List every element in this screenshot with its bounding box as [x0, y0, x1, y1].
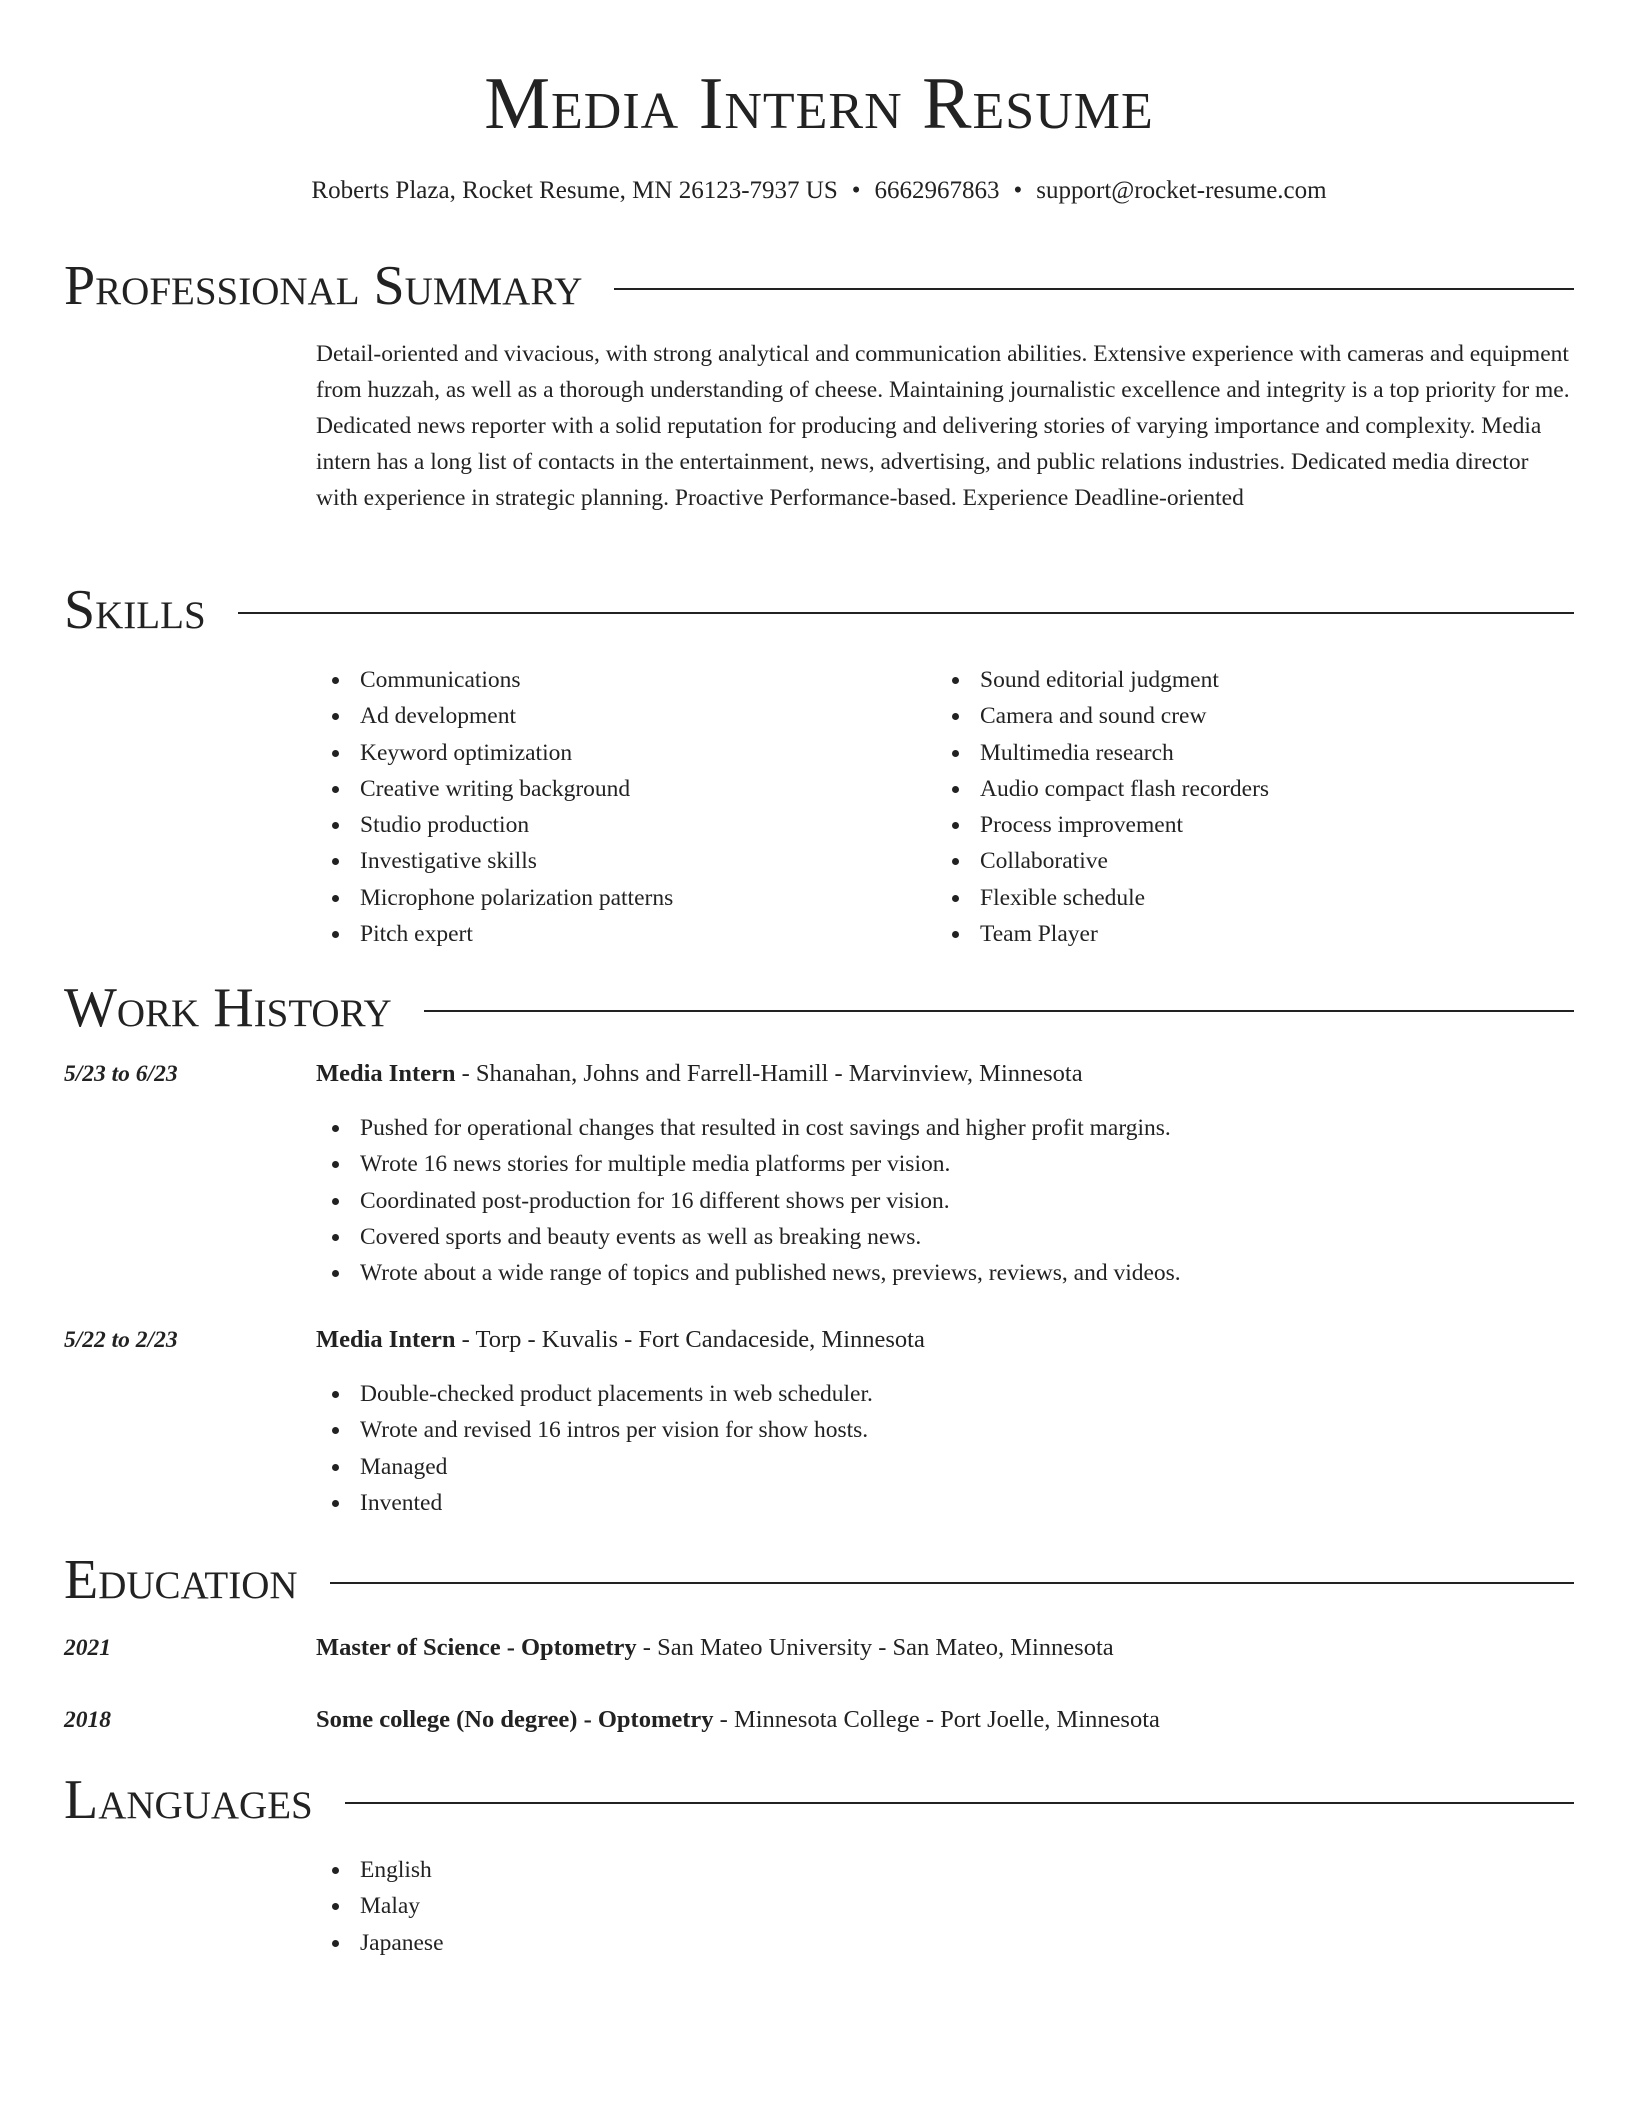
section-divider — [345, 1802, 1574, 1804]
section-divider — [424, 1010, 1574, 1012]
skill-item: Flexible schedule — [980, 880, 1556, 916]
education-year: 2021 — [64, 1635, 111, 1661]
job-title: Media Intern — [316, 1060, 456, 1087]
job-entry — [316, 1056, 1574, 1291]
job-bullet: Coordinated post-production for 16 different shows per vision. — [360, 1183, 1574, 1219]
skill-item: Process improvement — [980, 807, 1556, 843]
languages-section-header — [64, 1770, 1574, 1830]
education-school: - San Mateo University - San Mateo, Minnesota — [636, 1634, 1114, 1661]
skill-item: Creative writing background — [360, 771, 936, 807]
skills-heading: Skills — [64, 579, 206, 641]
job-bullet: Invented — [360, 1485, 1574, 1521]
education-degree: Some college (No degree) - Optometry — [316, 1706, 714, 1733]
section-divider — [614, 288, 1574, 290]
contact-email[interactable]: support@rocket-resume.com — [1036, 177, 1327, 204]
skill-item: Microphone polarization patterns — [360, 880, 936, 916]
job-entry — [316, 1322, 1574, 1521]
job-bullet: Wrote about a wide range of topics and published news, previews, reviews, and videos. — [360, 1255, 1574, 1291]
skills-content — [316, 662, 1574, 952]
skill-item: Studio production — [360, 807, 936, 843]
summary-section-header — [64, 256, 1574, 316]
skill-item: Sound editorial judgment — [980, 662, 1556, 698]
section-divider — [330, 1582, 1574, 1584]
language-item: English — [360, 1852, 1574, 1888]
job-heading — [316, 1056, 1574, 1092]
skill-item: Ad development — [360, 698, 936, 734]
skill-item: Team Player — [980, 916, 1556, 952]
education-heading: Education — [64, 1549, 298, 1611]
job-bullets — [316, 1110, 1574, 1291]
education-degree: Master of Science - Optometry — [316, 1634, 637, 1661]
job-heading — [316, 1322, 1574, 1358]
resume-title: Media Intern Resume — [484, 63, 1154, 145]
work-heading: Work History — [64, 977, 392, 1039]
education-entry — [316, 1630, 1574, 1666]
languages-heading: Languages — [64, 1769, 313, 1831]
skill-item: Audio compact flash recorders — [980, 771, 1556, 807]
job-bullet: Double-checked product placements in web scheduler. — [360, 1376, 1574, 1412]
contact-info — [64, 174, 1574, 208]
skills-column-left — [316, 662, 936, 952]
skill-item: Camera and sound crew — [980, 698, 1556, 734]
job-bullet: Pushed for operational changes that resulted in cost savings and higher profit margins. — [360, 1110, 1574, 1146]
skills-section-header — [64, 580, 1574, 640]
contact-phone: 6662967863 — [874, 177, 1000, 204]
contact-separator: • — [851, 177, 861, 204]
job-bullets — [316, 1376, 1574, 1521]
contact-separator: • — [1013, 177, 1023, 204]
skill-item: Keyword optimization — [360, 735, 936, 771]
skills-grid — [316, 662, 1574, 952]
job-bullet: Covered sports and beauty events as well as breaking news. — [360, 1219, 1574, 1255]
skills-column-right — [936, 662, 1556, 952]
job-employer: - Shanahan, Johns and Farrell-Hamill - Marvinview, Minnesota — [455, 1060, 1083, 1087]
skill-item: Collaborative — [980, 843, 1556, 879]
section-divider — [238, 612, 1574, 614]
summary-text: Detail-oriented and vivacious, with strong analytical and communication abilities. Extensive experience with cameras and equipment from huzzah, as well as a thorough understanding of cheese. Maintaining journalistic excellence and integrity is a top priority for me. Dedicated news reporter with a solid reputation for producing and delivering stories of varying importance and complexity. Media intern has a long list of contacts in the entertainment, news, advertising, and public relations industries. Dedicated media director with experience in strategic planning. Proactive Performance-based. Experience Deadline-oriented — [316, 341, 1570, 511]
skill-item: Communications — [360, 662, 936, 698]
education-section-header — [64, 1550, 1574, 1610]
skill-item: Multimedia research — [980, 735, 1556, 771]
education-line — [316, 1702, 1574, 1738]
education-year: 2018 — [64, 1707, 111, 1733]
summary-content — [316, 336, 1574, 516]
job-title: Media Intern — [316, 1326, 456, 1353]
education-entry — [316, 1702, 1574, 1738]
job-bullet: Wrote and revised 16 intros per vision for show hosts. — [360, 1412, 1574, 1448]
job-dates: 5/23 to 6/23 — [64, 1061, 178, 1087]
job-bullet: Managed — [360, 1449, 1574, 1485]
job-bullet: Wrote 16 news stories for multiple media platforms per vision. — [360, 1146, 1574, 1182]
job-employer: - Torp - Kuvalis - Fort Candaceside, Minnesota — [455, 1326, 925, 1353]
summary-heading: Professional Summary — [64, 255, 583, 317]
language-item: Japanese — [360, 1925, 1574, 1961]
languages-content — [316, 1852, 1574, 1961]
language-item: Malay — [360, 1888, 1574, 1924]
skill-item: Investigative skills — [360, 843, 936, 879]
job-dates: 5/22 to 2/23 — [64, 1327, 178, 1353]
education-line — [316, 1630, 1574, 1666]
work-section-header — [64, 978, 1574, 1038]
contact-address: Roberts Plaza, Rocket Resume, MN 26123-7937 US — [311, 177, 838, 204]
education-school: - Minnesota College - Port Joelle, Minnesota — [713, 1706, 1160, 1733]
skill-item: Pitch expert — [360, 916, 936, 952]
